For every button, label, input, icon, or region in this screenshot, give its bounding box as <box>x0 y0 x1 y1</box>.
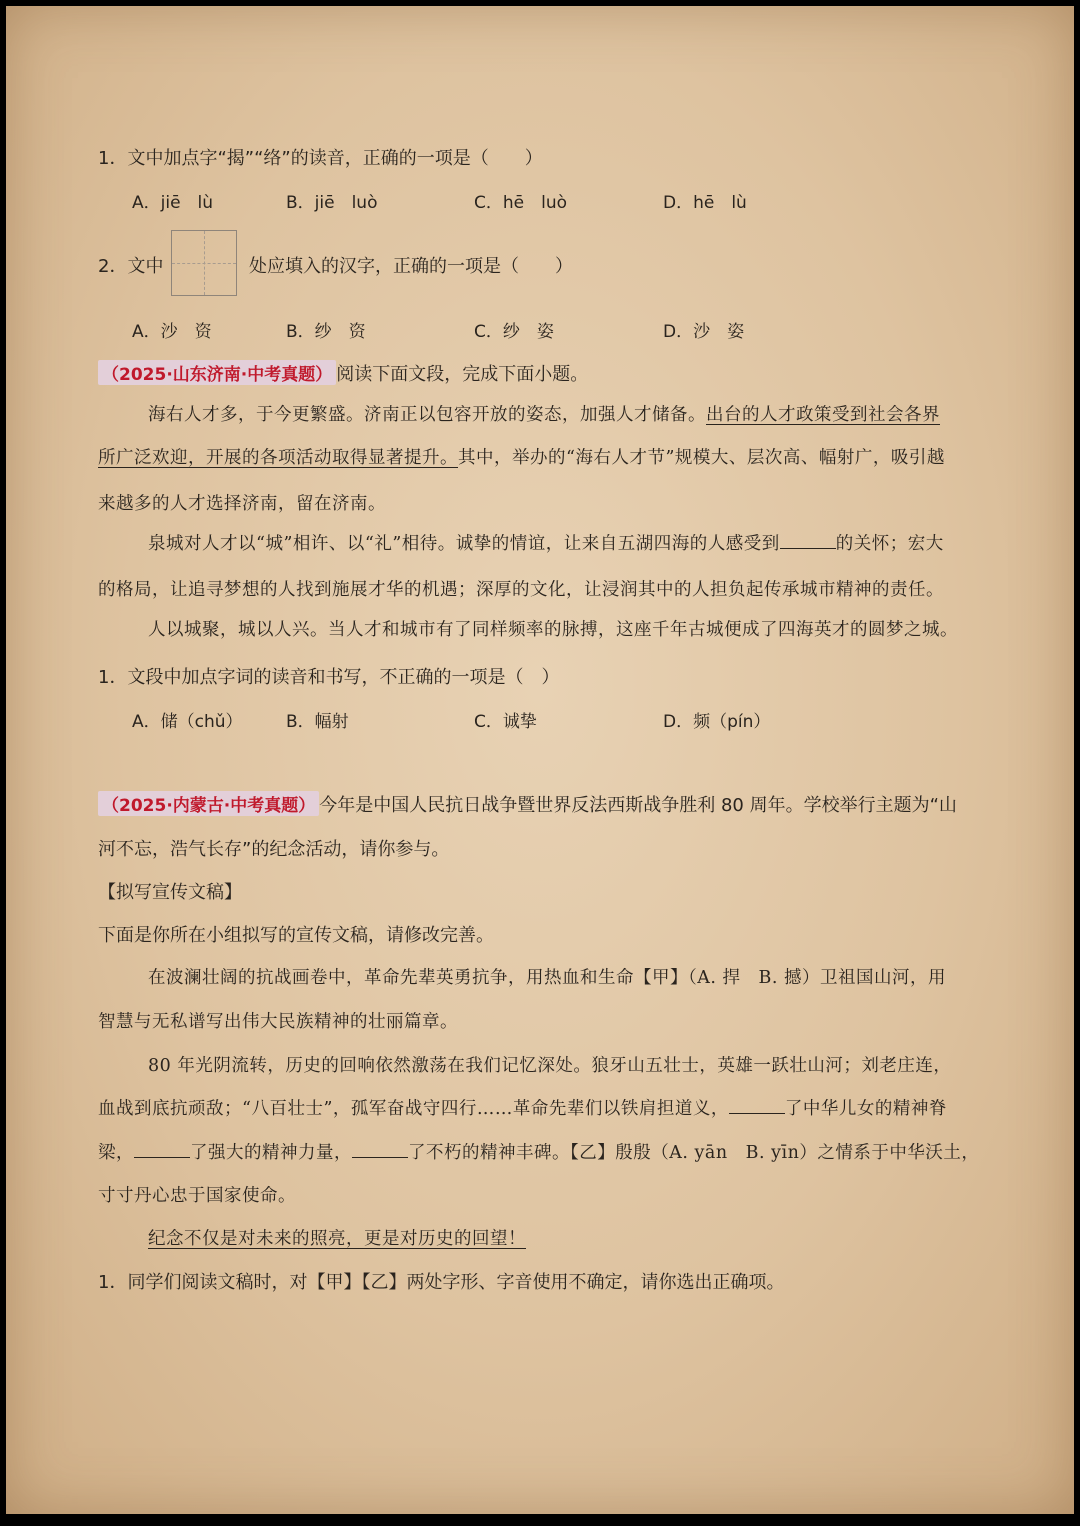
jinan-question-1-stem: 1．文段中加点字词的读音和书写，不正确的一项是（ ） <box>98 667 560 688</box>
option-d[interactable]: D．频（pín） <box>663 712 771 732</box>
fill-blank <box>134 1156 190 1158</box>
option-c[interactable]: C．纱 姿 <box>474 322 554 342</box>
text: 梁， <box>98 1143 134 1163</box>
nmg-question-1-stem: 1．同学们阅读文稿时，对【甲】【乙】两处字形、字音使用不确定，请你选出正确项。 <box>98 1272 785 1293</box>
jinan-paragraph-2-line-1 <box>148 530 988 555</box>
jinan-paragraph-1-line-2 <box>98 444 988 469</box>
nmg-paragraph-3 <box>148 1225 988 1250</box>
option-c[interactable]: C．hē luò <box>474 193 568 213</box>
text: 的关怀；宏大 <box>835 534 944 554</box>
section-title: 【拟写宣传文稿】 <box>98 882 242 903</box>
nmg-paragraph-2-line-2 <box>98 1095 988 1120</box>
nmg-intro-line-2: 河不忘，浩气长存”的纪念活动，请你参与。 <box>98 839 450 860</box>
option-b[interactable]: B．jiē luò <box>286 193 378 213</box>
text: 了中华儿女的精神脊 <box>784 1099 947 1119</box>
underlined-sentence: 所广泛欢迎，开展的各项活动取得显著提升。 <box>98 448 458 468</box>
question-1-stem: 1．文中加点字“揭”“络”的读音，正确的一项是（ ） <box>98 148 543 169</box>
option-d[interactable]: D．沙 姿 <box>663 322 745 342</box>
nmg-paragraph-1-line-1: 在波澜壮阔的抗战画卷中，革命先辈英勇抗争，用热血和生命【甲】（A. 捍 B. 撼）卫祖国山河，用 <box>148 968 946 988</box>
option-a[interactable]: A．沙 资 <box>132 322 212 342</box>
jinan-intro: 阅读下面文段，完成下面小题。 <box>336 364 589 385</box>
character-grid-box <box>171 230 237 296</box>
option-a[interactable]: A．储（chǔ） <box>132 712 243 732</box>
question-2-suffix: 处应填入的汉字，正确的一项是（ ） <box>249 256 573 277</box>
nmg-paragraph-2-line-4: 寸寸丹心忠于国家使命。 <box>98 1186 296 1206</box>
document-page <box>6 6 1074 1514</box>
jinan-heading <box>98 360 988 386</box>
option-b[interactable]: B．幅射 <box>286 712 349 732</box>
option-b[interactable]: B．纱 资 <box>286 322 366 342</box>
section-intro: 下面是你所在小组拟写的宣传文稿，请修改完善。 <box>98 925 494 946</box>
nmg-paragraph-2-line-1: 80 年光阴流转，历史的回响依然激荡在我们记忆深处。狼牙山五壮士，英雄一跃壮山河；刘老庄连， <box>148 1056 952 1076</box>
jinan-paragraph-3: 人以城聚，城以人兴。当人才和城市有了同样频率的脉搏，这座千年古城便成了四海英才的圆梦之城。 <box>148 620 958 640</box>
text: 泉城对人才以“城”相许、以“礼”相待。诚挚的情谊，让来自五湖四海的人感受到 <box>148 534 780 554</box>
text: 了不朽的精神丰碑。【乙】殷殷（A. yān B. yīn）之情系于中华沃土， <box>408 1143 980 1163</box>
text: 了强大的精神力量， <box>190 1143 352 1163</box>
nmg-heading <box>98 791 988 817</box>
underlined-sentence: 出台的人才政策受到社会各界 <box>706 405 940 425</box>
text: 其中，举办的“海右人才节”规模大、层次高、幅射广，吸引越 <box>458 448 945 468</box>
nmg-intro: 今年是中国人民抗日战争暨世界反法西斯战争胜利 80 周年。学校举行主题为“山 <box>319 795 957 816</box>
question-2-prefix: 2．文中 <box>98 256 164 277</box>
jinan-paragraph-1-line-1 <box>148 401 988 426</box>
underlined-sentence: 纪念不仅是对未来的照亮，更是对历史的回望！ <box>148 1229 526 1249</box>
text: 海右人才多，于今更繁盛。济南正以包容开放的姿态，加强人才储备。 <box>148 405 706 425</box>
text: 血战到底抗顽敌；“八百壮士”，孤军奋战守四行……革命先辈们以铁肩担道义， <box>98 1099 729 1119</box>
source-tag: （2025·内蒙古·中考真题） <box>98 791 319 816</box>
nmg-paragraph-1-line-2: 智慧与无私谱写出伟大民族精神的壮丽篇章。 <box>98 1012 458 1032</box>
fill-blank <box>352 1156 408 1158</box>
option-d[interactable]: D．hē lù <box>663 193 747 213</box>
fill-blank <box>780 547 836 549</box>
nmg-paragraph-2-line-3 <box>98 1139 988 1164</box>
jinan-paragraph-1-line-3: 来越多的人才选择济南，留在济南。 <box>98 494 386 514</box>
option-a[interactable]: A．jiē lù <box>132 193 214 213</box>
jinan-paragraph-2-line-2: 的格局，让追寻梦想的人找到施展才华的机遇；深厚的文化，让浸润其中的人担负起传承城市精神的责任。 <box>98 580 944 600</box>
source-tag: （2025·山东济南·中考真题） <box>98 360 336 385</box>
fill-blank <box>729 1112 785 1114</box>
option-c[interactable]: C．诚挚 <box>474 712 537 732</box>
